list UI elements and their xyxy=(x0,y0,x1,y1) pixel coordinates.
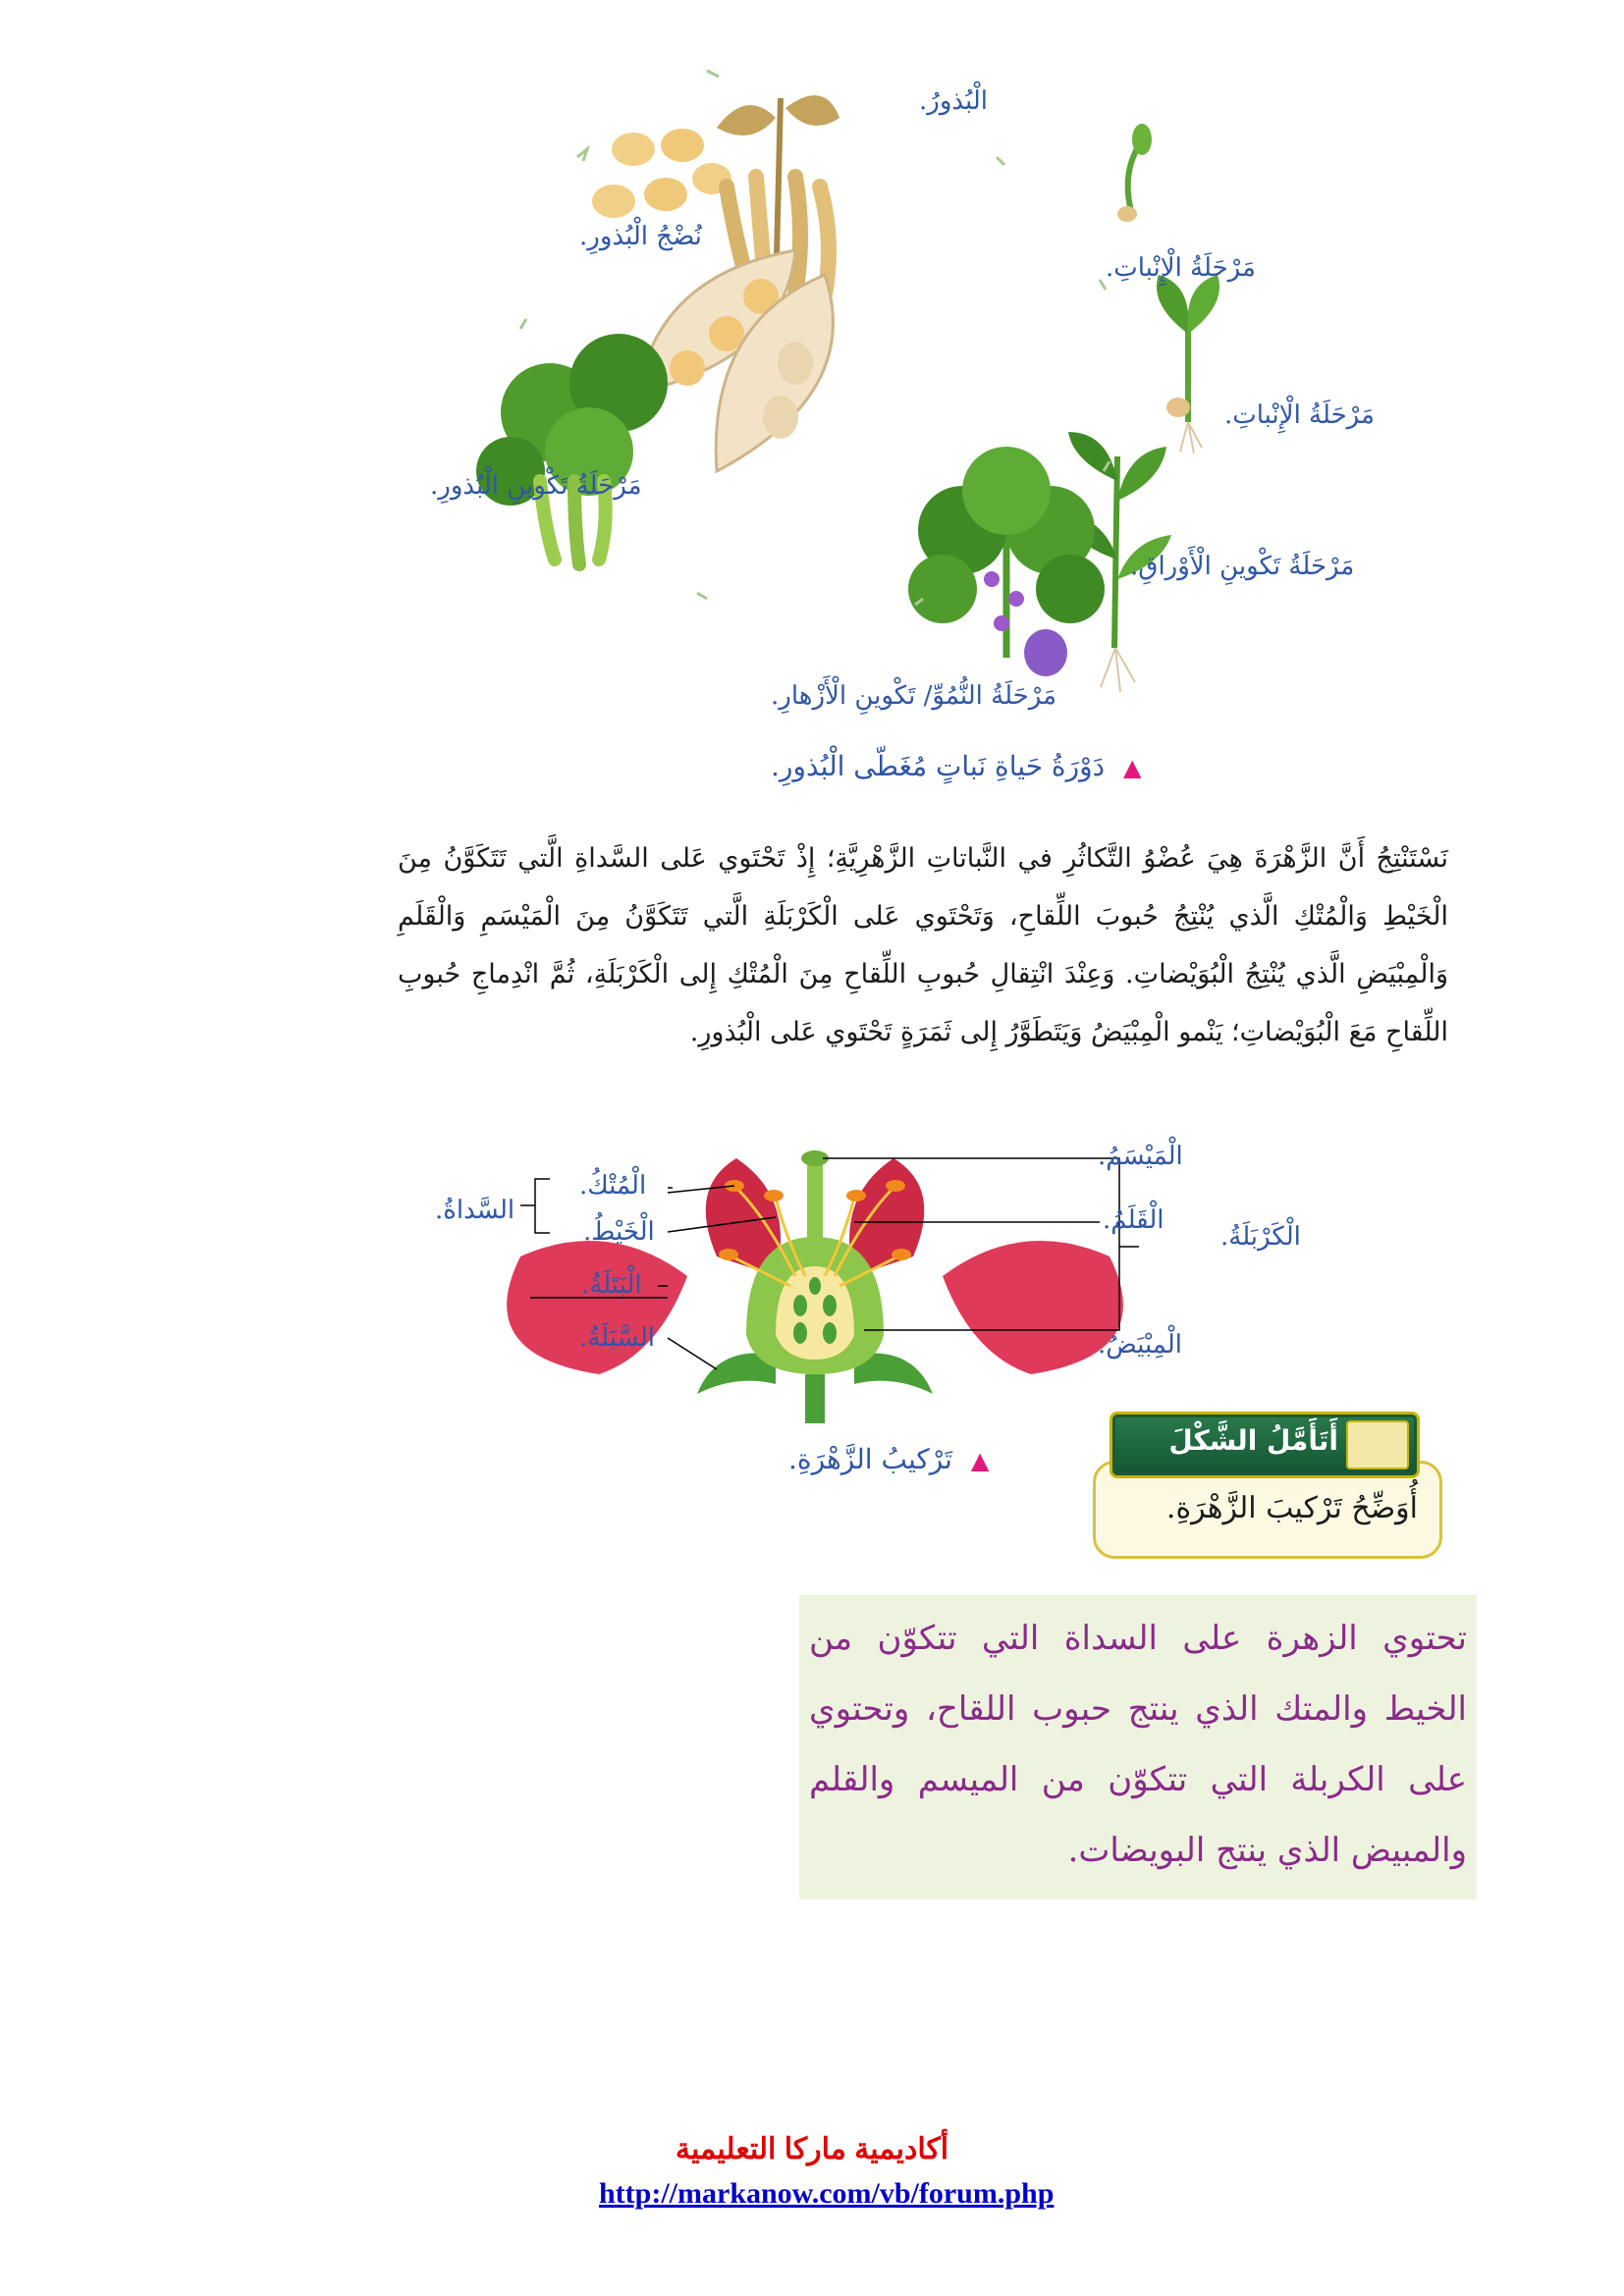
label-anther: الْمُتْكُ. xyxy=(579,1171,647,1201)
answer-box xyxy=(799,1595,1477,1899)
label-seeds: الْبُذورُ. xyxy=(919,86,989,116)
life-cycle-caption-text: دَوْرَةُ حَياةِ نَباتٍ مُغَطّى الْبُذورِ. xyxy=(771,750,1106,782)
caption-triangle-icon: ▲ xyxy=(970,1447,990,1474)
label-filament: الْخَيْطُ. xyxy=(583,1217,655,1247)
footer-academy-name: أكاديمية ماركا التعليمية xyxy=(675,2133,949,2165)
open-pods-illustration xyxy=(638,250,833,471)
caption-triangle-icon: ▲ xyxy=(1123,754,1142,781)
reflect-header xyxy=(1110,1412,1420,1478)
label-petal: الْبَتَلَةُ. xyxy=(581,1270,642,1300)
seedling-illustration xyxy=(1157,275,1219,454)
label-germination-1: مَرْحَلَةُ الْإِنْباتِ. xyxy=(1106,253,1256,283)
label-growth-flowering: مَرْحَلَةُ النُّمُوِّ/ تَكْوينِ الْأَزْهارِ. xyxy=(771,681,1057,711)
seed-formation-plant-illustration xyxy=(476,334,668,564)
life-cycle-caption xyxy=(771,750,1141,782)
label-style: الْقَلَمُ. xyxy=(1103,1205,1164,1235)
flower-caption xyxy=(788,1443,989,1475)
label-stamen: السَّداةُ. xyxy=(435,1196,515,1225)
reflect-title: أَتَأَمَّلُ الشَّكْلَ xyxy=(1168,1424,1338,1457)
label-germination-2: مَرْحَلَةُ الْإِنْباتِ. xyxy=(1224,400,1375,430)
stamen-bracket xyxy=(520,1174,560,1253)
flowering-plant-illustration xyxy=(908,447,1105,676)
label-ovary: الْمِبْيَضُ. xyxy=(1098,1330,1182,1360)
body-paragraph: نَسْتَنْتِجُ أَنَّ الزَّهْرَةَ هِيَ عُضْوُ التَّكاثُرِ في النَّباتاتِ الزَّهْرِيَّةِ؛ إِذْ تَحْتَوي عَلى السَّداةِ الَّتي تَتَكَوَّنُ مِنَ الْخَيْطِ وَالْمُتْكِ الَّذي يُنْتِجُ حُبوبَ اللِّقاحِ، وَتَحْتَوي عَلى الْكَرْبَلَةِ الَّتي تَتَكَوَّنُ مِنَ الْمَيْسَمِ وَالْقَلَمِ وَالْمِبْيَضِ الَّذي يُنْتِجُ الْبُوَيْضاتِ. وَعِنْدَ انْتِقالِ حُبوبِ اللِّقاحِ مِنَ الْمُتْكِ إِلى الْكَرْبَلَةِ، ثُمَّ انْدِماجِ حُبوبِ اللِّقاحِ مَعَ الْبُوَيْضاتِ؛ يَنْمو الْمِبْيَضُ وَيَتَطَوَّرُ إِلى ثَمَرَةٍ تَحْتَوي عَلى الْبُذورِ. xyxy=(398,843,1448,1047)
label-leaf-formation: مَرْحَلَةُ تَكْوينِ الْأَوْراقِ. xyxy=(1130,552,1355,581)
flower-caption-text: تَرْكيبُ الزَّهْرَةِ. xyxy=(788,1443,952,1475)
label-seed-ripening: نُضْجُ الْبُذورِ. xyxy=(579,222,702,251)
label-sepal: السَّبَلَةُ. xyxy=(579,1323,655,1353)
reflect-question: أُوَضِّحُ تَرْكيبَ الزَّهْرَةِ. xyxy=(1165,1491,1418,1525)
footer-link[interactable]: http://markanow.com/vb/forum.php xyxy=(599,2177,1055,2210)
label-stigma: الْمَيْسَمُ. xyxy=(1098,1142,1183,1171)
label-seed-formation: مَرْحَلَةُ تَكْوينِ الْبُذورِ. xyxy=(430,471,642,501)
answer-text: تحتوي الزهرة على السداة التي تتكوّن من الخيط والمتك الذي ينتج حبوب اللقاح، وتحتوي على الكربلة التي تتكوّن من الميسم والقلم والمبيض الذي ينتج البويضات. xyxy=(809,1619,1467,1870)
book-icon xyxy=(1346,1420,1409,1469)
label-carpel: الْكَرْبَلَةُ. xyxy=(1220,1222,1301,1252)
seeds-illustration xyxy=(592,129,731,218)
sprout-illustration xyxy=(1117,124,1152,222)
